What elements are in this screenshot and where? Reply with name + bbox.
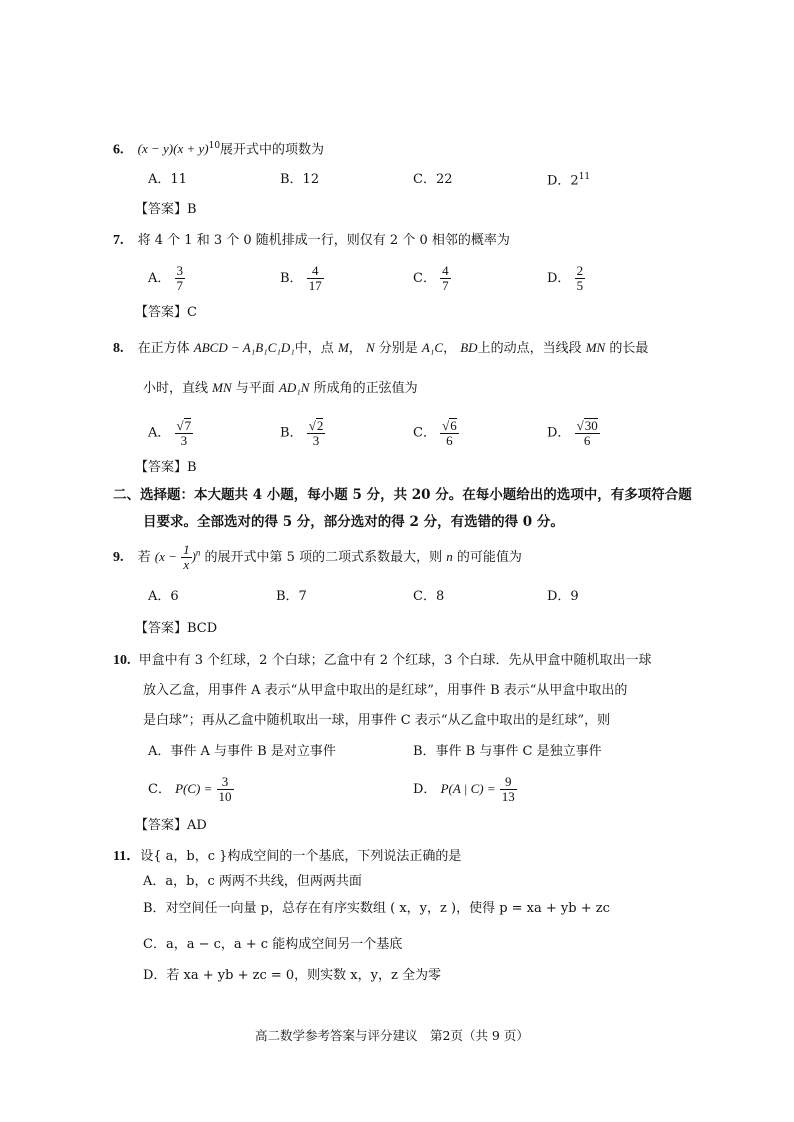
q8-cube: ABCD − A₁B₁C₁D₁: [193, 340, 295, 355]
q7-option-b-letter: B．: [280, 271, 303, 286]
q8-option-b-den: 3: [312, 433, 320, 448]
q8-option-b-radicand: 2: [316, 418, 324, 433]
q9-var-n: n: [446, 549, 453, 564]
q8-option-d-fraction: $\frac{√30}{6}$: [576, 418, 598, 448]
q8-text: 上的动点，当线段: [477, 341, 582, 356]
q11-option-b: B．对空间任一向量 p，总存在有序实数组 ( x，y，z )，使得 p = xa + yb + zc: [143, 901, 610, 916]
q8-option-a-letter: A．: [148, 425, 171, 441]
q10-option-d-expr: P(A | C) =: [440, 781, 496, 796]
q8-text: 在正方体: [137, 341, 190, 356]
q8-text: 分别是: [378, 341, 418, 356]
q8-number: 8.: [113, 341, 124, 356]
q7-option-b-fraction: [307, 264, 324, 293]
q8-option-b-letter: B．: [280, 425, 303, 441]
q8-option-d-letter: D．: [547, 425, 571, 441]
page-footer: 高二数学参考答案与评分建议 第2页（共 9 页）: [255, 1028, 529, 1043]
q10-option-d-num: 9: [500, 775, 517, 790]
q10-option-c-letter: C．: [148, 782, 171, 797]
q7-option-b-den: 17: [308, 278, 322, 293]
q7-answer: 【答案】C: [135, 305, 197, 320]
q7-option-c-letter: C．: [413, 271, 436, 286]
q8-text: 与平面: [235, 381, 275, 396]
q7-option-d-num: 2: [576, 263, 584, 278]
q6-stem: [113, 142, 324, 157]
q6-number: 6.: [113, 142, 124, 158]
q6-option-b: B．12: [280, 172, 320, 187]
q7-option-d-den: 5: [576, 278, 584, 293]
q8-text: 中，点: [294, 341, 334, 356]
q6-stem-text: 展开式中的项数为: [220, 142, 325, 158]
q10-option-b: B．事件 B 与事件 C 是独立事件: [413, 744, 602, 759]
q8-option-b: [280, 418, 325, 448]
q7-number: 7.: [113, 233, 124, 248]
q10-stem-line1: [113, 654, 652, 668]
q8-line-mn: MN: [212, 380, 232, 395]
q7-option-a: [148, 264, 185, 293]
q8-option-c: [413, 418, 459, 448]
q7-option-a-num: 3: [176, 263, 184, 278]
q8-segment-mn: MN: [585, 340, 606, 355]
q7-option-c-fraction: [440, 264, 451, 293]
q9-text: 若: [137, 550, 151, 565]
q10-option-d-fraction: [500, 775, 517, 804]
q6-option-a: A．11: [148, 172, 187, 187]
q10-stem-line2: 放入乙盒，用事件 A 表示“从甲盒中取出的是红球”，用事件 B 表示“从甲盒中取出的: [143, 683, 628, 698]
q6-exponent: 10: [208, 141, 221, 151]
q6-expression: (x − y)(x + y): [137, 141, 209, 157]
q8-text: ，: [443, 341, 457, 356]
q9-option-b: B．7: [276, 589, 307, 604]
q9-paren-close: ): [191, 549, 196, 564]
q11-option-a: A．a，b，c 两两不共线，但两两共面: [143, 874, 362, 889]
q10-option-d-den: 13: [501, 789, 515, 804]
q6-option-d-exp: 11: [578, 172, 591, 182]
q8-stem-line1: [113, 341, 648, 356]
q7-stem: [113, 234, 510, 248]
q8-point-n: N: [365, 340, 375, 355]
q7-option-d: [547, 264, 585, 293]
q6-answer: 【答案】B: [135, 202, 197, 217]
q8-option-d: [547, 418, 600, 448]
q8-option-d-den: 6: [583, 433, 591, 448]
q6-option-d: [547, 173, 590, 187]
q9-exponent: n: [195, 547, 201, 558]
q8-stem-line2: [143, 381, 418, 395]
q9-option-d: D．9: [547, 589, 579, 604]
q9-stem: [113, 543, 522, 572]
q7-option-d-letter: D．: [547, 271, 571, 286]
q8-text: 所成角的正弦值为: [313, 381, 418, 396]
q11-stem: [113, 850, 461, 864]
q8-option-c-radicand: 6: [450, 418, 457, 433]
q7-option-a-fraction: [175, 264, 186, 293]
q10-option-c-expr: P(C) =: [175, 781, 213, 796]
q10-option-c: [148, 775, 234, 804]
q8-option-a: [148, 418, 193, 448]
q8-option-d-radicand: 30: [584, 418, 598, 433]
q9-text: 的可能值为: [456, 550, 522, 565]
q10-option-d-letter: D．: [413, 782, 437, 797]
q6-option-d-base: D．2: [547, 173, 579, 189]
q10-option-c-den: 10: [218, 789, 232, 804]
q9-paren-open: (x −: [154, 549, 177, 564]
q8-answer: 【答案】B: [135, 460, 197, 475]
q7-option-c-den: 7: [442, 278, 449, 293]
q11-stem-text: 设{ a，b，c }构成空间的一个基底，下列说法正确的是: [140, 849, 462, 864]
q8-option-a-fraction: $\frac{√7}{3}$: [176, 418, 192, 448]
q9-text: 的展开式中第 5 项的二项式系数最大，则: [204, 550, 443, 565]
q7-option-a-den: 7: [176, 278, 184, 293]
q8-option-c-den: 6: [446, 433, 453, 448]
q10-option-c-fraction: [217, 775, 234, 804]
q10-option-d: [413, 775, 517, 804]
q10-number: 10.: [113, 653, 131, 668]
q10-option-c-num: 3: [217, 775, 234, 790]
q7-option-d-fraction: [575, 264, 586, 293]
q8-option-a-radicand: 7: [184, 418, 192, 433]
q8-text: 的长最: [609, 341, 649, 356]
q7-option-c-num: 4: [442, 263, 449, 278]
q8-text: ，: [348, 341, 362, 356]
q8-text: 小时，直线: [143, 381, 209, 396]
section2-line1: 二、选择题：本大题共 4 小题，每小题 5 分，共 20 分。在每小题给出的选项中，有多项符合题: [113, 487, 692, 503]
q10-answer: 【答案】AD: [135, 818, 207, 833]
q11-option-c: C．a，a − c，a + c 能构成空间另一个基底: [143, 937, 403, 952]
q10-option-a: A．事件 A 与事件 B 是对立事件: [148, 744, 336, 759]
q9-option-a: A．6: [148, 589, 179, 604]
q11-number: 11．: [113, 849, 141, 864]
q7-option-a-letter: A．: [148, 271, 171, 286]
q8-line-bd: BD: [460, 340, 478, 355]
q8-point-m: M: [337, 340, 349, 355]
q9-fraction: [181, 543, 192, 572]
q8-plane: AD₁N: [278, 380, 310, 395]
q10-text: 甲盒中有 3 个红球，2 个白球；乙盒中有 2 个红球，3 个白球．先从甲盒中随机取出一球: [138, 653, 652, 668]
q7-option-b: [280, 264, 324, 293]
q9-frac-num: 1: [183, 542, 190, 557]
q9-frac-den: x: [183, 557, 190, 572]
q7-option-b-num: 4: [307, 264, 324, 279]
q8-option-a-den: 3: [180, 433, 188, 448]
q8-option-c-letter: C．: [413, 425, 436, 441]
q10-stem-line3: 是白球”；再从乙盒中随机取出一球，用事件 C 表示“从乙盒中取出的是红球”，则: [143, 713, 611, 728]
section2-line2: 目要求。全部选对的得 5 分，部分选对的得 2 分，有选错的得 0 分。: [143, 514, 564, 530]
q8-line-a1c: A₁C: [421, 340, 444, 355]
q9-answer: 【答案】BCD: [135, 621, 218, 636]
q9-number: 9.: [113, 550, 124, 565]
q6-option-c: C．22: [413, 172, 453, 187]
q9-option-c: C．8: [413, 589, 445, 604]
q8-option-b-fraction: $\frac{√2}{3}$: [308, 418, 324, 448]
q8-option-c-fraction: $\frac{√6}{6}$: [442, 418, 457, 448]
q7-stem-text: 将 4 个 1 和 3 个 0 随机排成一行，则仅有 2 个 0 相邻的概率为: [137, 233, 510, 248]
q7-option-c: [413, 264, 451, 293]
q11-option-d: D．若 xa + yb + zc = 0，则实数 x，y，z 全为零: [143, 968, 441, 983]
